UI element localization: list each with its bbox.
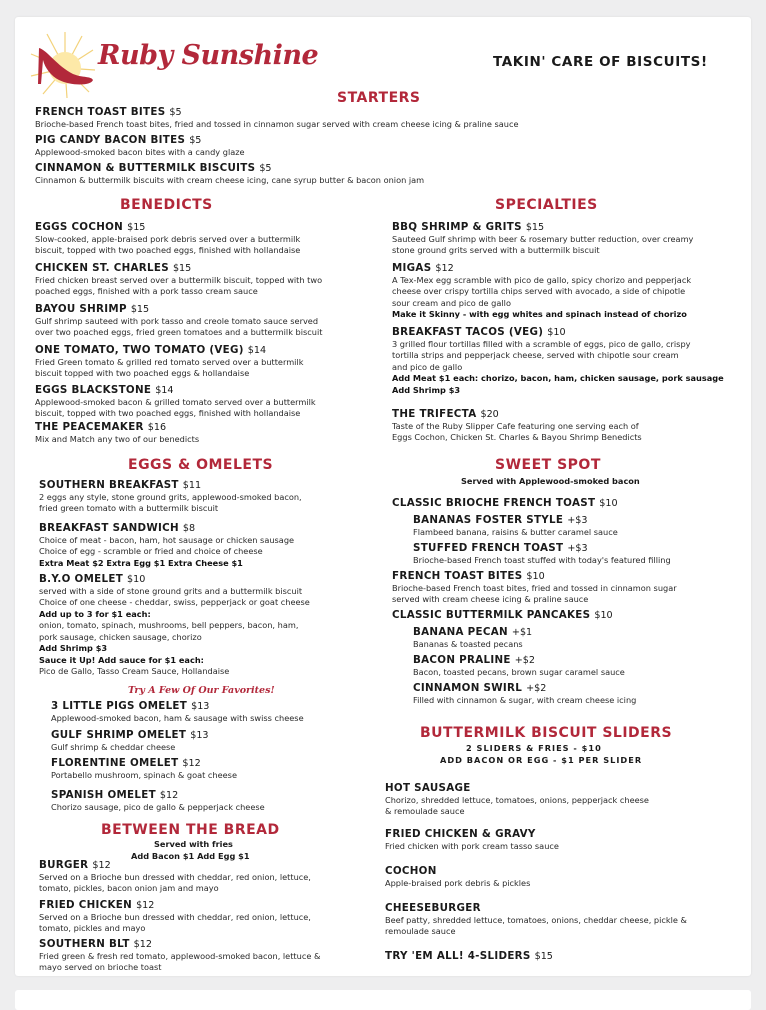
section-title-eggs-omelets: EGGS & OMELETS <box>128 457 274 473</box>
menu-item <box>51 787 265 813</box>
item-description: 3 grilled flour tortillas filled with a scramble of eggs, pico de gallo, crispy <box>392 338 691 349</box>
menu-item <box>39 936 320 974</box>
sliders-subtitle-addons: ADD BACON OR EGG - $1 PER SLIDER <box>440 755 643 765</box>
item-description: sour cream and pico de gallo <box>392 297 511 308</box>
menu-item <box>39 857 311 895</box>
item-description: Fried chicken with pork cream tasso sauce <box>385 840 559 851</box>
menu-item <box>392 219 693 257</box>
menu-item <box>385 780 649 818</box>
item-description: tomato, pickles, bacon onion jam and mayo <box>39 883 219 893</box>
item-description: Filled with cinnamon & sugar, with cream cheese icing <box>413 694 637 705</box>
item-name: CHEESEBURGER <box>385 902 481 914</box>
item-price: $14 <box>247 345 267 356</box>
sliders-subtitle: 2 SLIDERS & FRIES - $10 <box>466 743 602 753</box>
favorites-label: Try A Few Of Our Favorites! <box>128 685 275 696</box>
menu-item <box>392 406 642 444</box>
item-name: 3 LITTLE PIGS OMELET <box>51 700 188 712</box>
menu-item <box>39 520 294 569</box>
item-description: Choice of one cheese - cheddar, swiss, pepperjack or goat cheese <box>39 597 310 607</box>
menu-item <box>35 382 316 420</box>
menu-item <box>392 324 724 396</box>
item-description: stone ground grits served with a buttermilk biscuit <box>392 245 600 255</box>
item-description: served with cream cheese icing & praline sauce <box>392 594 589 604</box>
menu-item <box>413 624 532 650</box>
item-description: A Tex-Mex egg scramble with pico de gallo, spicy chorizo and pepperjack <box>392 274 692 285</box>
item-addon-note: Make it Skinny - with egg whites and spinach instead of chorizo <box>392 309 687 319</box>
item-name: THE PEACEMAKER <box>35 421 144 433</box>
item-description: & remoulade sauce <box>385 806 465 816</box>
item-name: CINNAMON & BUTTERMILK BISCUITS <box>35 162 256 174</box>
menu-item <box>39 897 311 935</box>
item-description: biscuit topped with two poached eggs & hollandaise <box>35 368 250 378</box>
item-price: $15 <box>172 263 192 274</box>
item-description: Slow-cooked, apple-braised pork debris served over a buttermilk <box>35 233 301 244</box>
item-description: Applewood-smoked bacon bites with a candy glaze <box>35 146 245 157</box>
item-description: over two poached eggs, fried green tomatoes and a buttermilk biscuit <box>35 327 323 337</box>
section-title-starters: STARTERS <box>337 90 421 106</box>
item-price: $8 <box>182 523 196 534</box>
item-description: Taste of the Ruby Slipper Cafe featuring one serving each of <box>392 420 639 431</box>
item-price: $5 <box>189 135 202 146</box>
item-description: Portabello mushroom, spinach & goat cheese <box>51 769 237 780</box>
item-description: tortilla strips and pepperjack cheese, served with chipotle sour cream <box>392 350 679 360</box>
item-description: Chorizo, shredded lettuce, tomatoes, onions, pepperjack cheese <box>385 794 649 805</box>
menu-item <box>35 419 199 445</box>
item-description: served with a side of stone ground grits and a buttermilk biscuit <box>39 585 303 596</box>
menu-item <box>35 132 245 158</box>
item-price: +$1 <box>511 627 533 638</box>
item-price: +$2 <box>514 655 535 666</box>
item-addon-note: Extra Meat $2 Extra Egg $1 Extra Cheese $1 <box>39 557 243 568</box>
item-description: Brioche-based French toast bites, fried and tossed in cinnamon sugar served with cream cheese icing & praline sauce <box>35 118 519 129</box>
item-description: Chorizo sausage, pico de gallo & pepperjack cheese <box>51 801 265 812</box>
item-price: $10 <box>594 610 613 621</box>
item-name: ONE TOMATO, TWO TOMATO (VEG) <box>35 344 244 356</box>
menu-item <box>385 900 687 938</box>
item-name: BREAKFAST SANDWICH <box>39 522 179 534</box>
item-name: GULF SHRIMP OMELET <box>51 729 187 741</box>
item-description: Cinnamon & buttermilk biscuits with cream cheese icing, cane syrup butter & bacon onion jam <box>35 174 425 185</box>
item-description: Eggs Cochon, Chicken St. Charles & Bayou Shrimp Benedicts <box>392 432 642 442</box>
menu-item <box>51 727 209 753</box>
item-description: Bananas & toasted pecans <box>413 638 523 649</box>
item-price: $12 <box>92 860 111 871</box>
item-price: $12 <box>435 263 454 274</box>
item-name: CLASSIC BUTTERMILK PANCAKES <box>392 609 591 621</box>
item-description: tomato, pickles and mayo <box>39 923 146 933</box>
item-addon-note: Sauce it Up! Add sauce for $1 each: <box>39 654 204 665</box>
item-description: Choice of egg - scramble or fried and choice of cheese <box>39 546 263 556</box>
item-name: FRIED CHICKEN & GRAVY <box>385 828 536 840</box>
menu-item <box>39 571 310 678</box>
item-name: BAYOU SHRIMP <box>35 303 127 315</box>
item-description: pork sausage, chicken sausage, chorizo <box>39 631 202 642</box>
tagline: TAKIN' CARE OF BISCUITS! <box>493 54 708 70</box>
item-description: and pico de gallo <box>392 361 463 372</box>
menu-item <box>392 568 677 606</box>
item-description: Gulf shrimp & cheddar cheese <box>51 741 176 752</box>
sunburst-shoe-logo-icon <box>27 30 97 100</box>
item-description: Served on a Brioche bun dressed with cheddar, red onion, lettuce, <box>39 911 311 922</box>
item-name: CLASSIC BRIOCHE FRENCH TOAST <box>392 497 596 509</box>
item-name: FRIED CHICKEN <box>39 899 133 911</box>
menu-item <box>39 477 302 515</box>
item-name: BURGER <box>39 859 89 871</box>
item-name: BREAKFAST TACOS (VEG) <box>392 326 544 338</box>
item-name: FRENCH TOAST BITES <box>392 570 523 582</box>
item-description: Bacon, toasted pecans, brown sugar caramel sauce <box>413 666 625 677</box>
item-price: $15 <box>525 222 545 233</box>
menu-item <box>35 160 424 186</box>
item-price: $10 <box>127 574 146 585</box>
item-description: Apple-braised pork debris & pickles <box>385 877 531 888</box>
item-price: $20 <box>480 409 499 420</box>
section-title-specialties: SPECIALTIES <box>495 197 598 213</box>
item-name: FLORENTINE OMELET <box>51 757 179 769</box>
item-description: Applewood-smoked bacon & grilled tomato served over a buttermilk <box>35 396 316 407</box>
menu-item <box>385 826 559 852</box>
item-price: $13 <box>191 701 210 712</box>
section-title-benedicts: BENEDICTS <box>120 197 213 213</box>
section-title-between-the-bread: BETWEEN THE BREAD <box>101 822 280 838</box>
item-price: +$2 <box>526 683 547 694</box>
item-description: fried green tomato with a buttermilk biscuit <box>39 503 219 513</box>
item-name: SPANISH OMELET <box>51 789 156 801</box>
item-name: CINNAMON SWIRL <box>413 682 523 694</box>
item-price: +$3 <box>567 543 588 554</box>
menu-item <box>413 540 671 566</box>
menu-item <box>392 260 691 321</box>
item-description: Gulf shrimp sauteed with pork tasso and creole tomato sauce served <box>35 315 319 326</box>
menu-item <box>35 104 519 130</box>
item-addon-note: Add up to 3 for $1 each: <box>39 608 151 619</box>
item-price: $12 <box>182 758 201 769</box>
item-addon-note: Add Shrimp $3 <box>39 643 108 653</box>
item-price: $12 <box>159 790 179 801</box>
item-price: $15 <box>130 304 150 315</box>
item-name: BANANAS FOSTER STYLE <box>413 514 564 526</box>
item-name: COCHON <box>385 865 437 877</box>
menu-item <box>35 219 300 257</box>
item-name: MIGAS <box>392 262 432 274</box>
menu-item <box>51 755 237 781</box>
menu-item <box>35 260 322 298</box>
item-description: Fried green & fresh red tomato, applewood-smoked bacon, lettuce & <box>39 950 321 961</box>
item-description: Fried chicken breast served over a buttermilk biscuit, topped with two <box>35 274 323 285</box>
item-price: $5 <box>259 163 272 174</box>
item-name: HOT SAUSAGE <box>385 782 471 794</box>
menu-item <box>35 342 303 380</box>
item-description: Served on a Brioche bun dressed with cheddar, red onion, lettuce, <box>39 871 311 882</box>
item-name: SOUTHERN BREAKFAST <box>39 479 179 491</box>
item-name: THE TRIFECTA <box>392 408 477 420</box>
item-price: +$3 <box>567 515 588 526</box>
sweet-spot-subtitle: Served with Applewood-smoked bacon <box>461 476 640 486</box>
item-name: PIG CANDY BACON BITES <box>35 134 186 146</box>
item-description: Fried Green tomato & grilled red tomato served over a buttermilk <box>35 356 304 367</box>
menu-item <box>51 698 304 724</box>
item-description: Applewood-smoked bacon, ham & sausage with swiss cheese <box>51 712 304 723</box>
item-name: EGGS BLACKSTONE <box>35 384 152 396</box>
brand-logo-text: Ruby Sunshine <box>98 40 319 71</box>
item-price: $13 <box>190 730 209 741</box>
item-price: $11 <box>182 480 202 491</box>
item-description: Sauteed Gulf shrimp with beer & rosemary butter reduction, over creamy <box>392 233 694 244</box>
menu-item <box>413 512 618 538</box>
item-description: remoulade sauce <box>385 926 456 936</box>
bread-subtitle: Served with fries <box>154 839 233 849</box>
item-description: Pico de Gallo, Tasso Cream Sauce, Hollandaise <box>39 666 230 676</box>
item-description: Mix and Match any two of our benedicts <box>35 433 200 444</box>
menu-item <box>392 607 613 622</box>
item-description: Flambeed banana, raisins & butter caramel sauce <box>413 526 618 537</box>
item-description: Choice of meat - bacon, ham, hot sausage or chicken sausage <box>39 534 295 545</box>
menu-item <box>35 301 322 339</box>
item-name: STUFFED FRENCH TOAST <box>413 542 564 554</box>
menu-item <box>385 948 553 963</box>
item-description: Beef patty, shredded lettuce, tomatoes, onions, cheddar cheese, pickle & <box>385 914 687 925</box>
next-menu-page <box>15 990 751 1010</box>
item-description: biscuit, topped with two poached eggs, finished with hollandaise <box>35 408 301 418</box>
item-description: Brioche-based French toast bites, fried and tossed in cinnamon sugar <box>392 582 677 593</box>
section-title-biscuit-sliders: BUTTERMILK BISCUIT SLIDERS <box>420 725 673 741</box>
menu-item <box>392 495 618 510</box>
item-description: Brioche-based French toast stuffed with today's featured filling <box>413 554 671 565</box>
item-description: onion, tomato, spinach, mushrooms, bell peppers, bacon, ham, <box>39 620 299 630</box>
item-addon-note: Add Meat $1 each: chorizo, bacon, ham, chicken sausage, pork sausage <box>392 373 724 383</box>
item-price: $15 <box>534 951 553 962</box>
item-description: 2 eggs any style, stone ground grits, applewood-smoked bacon, <box>39 491 302 502</box>
item-name: TRY 'EM ALL! 4-SLIDERS <box>385 950 531 962</box>
item-name: FRENCH TOAST BITES <box>35 106 166 118</box>
menu-item <box>413 652 625 678</box>
item-name: CHICKEN ST. CHARLES <box>35 262 169 274</box>
item-price: $12 <box>133 939 152 950</box>
item-price: $16 <box>147 422 167 433</box>
item-price: $12 <box>136 900 155 911</box>
item-price: $10 <box>599 498 618 509</box>
menu-item <box>385 863 530 889</box>
item-price: $10 <box>547 327 566 338</box>
item-price: $10 <box>526 571 545 582</box>
item-addon-note: Add Shrimp $3 <box>392 384 461 395</box>
bread-subtitle-addons: Add Bacon $1 Add Egg $1 <box>131 851 250 861</box>
menu-item <box>413 680 636 706</box>
item-name: B.Y.O OMELET <box>39 573 124 585</box>
item-price: $5 <box>169 107 182 118</box>
item-description: mayo served on brioche toast <box>39 962 162 972</box>
item-name: BACON PRALINE <box>413 654 511 666</box>
item-description: biscuit, topped with two poached eggs, finished with hollandaise <box>35 245 301 255</box>
item-price: $14 <box>155 385 174 396</box>
item-name: BANANA PECAN <box>413 626 508 638</box>
section-title-sweet-spot: SWEET SPOT <box>495 457 601 473</box>
item-name: BBQ SHRIMP & GRITS <box>392 221 522 233</box>
item-price: $15 <box>127 222 146 233</box>
item-description: poached eggs, finished with a pork tasso cream sauce <box>35 286 258 296</box>
item-name: EGGS COCHON <box>35 221 124 233</box>
item-name: SOUTHERN BLT <box>39 938 130 950</box>
item-description: cheese over crispy tortilla chips served with avocado, a side of chipotle <box>392 286 686 296</box>
